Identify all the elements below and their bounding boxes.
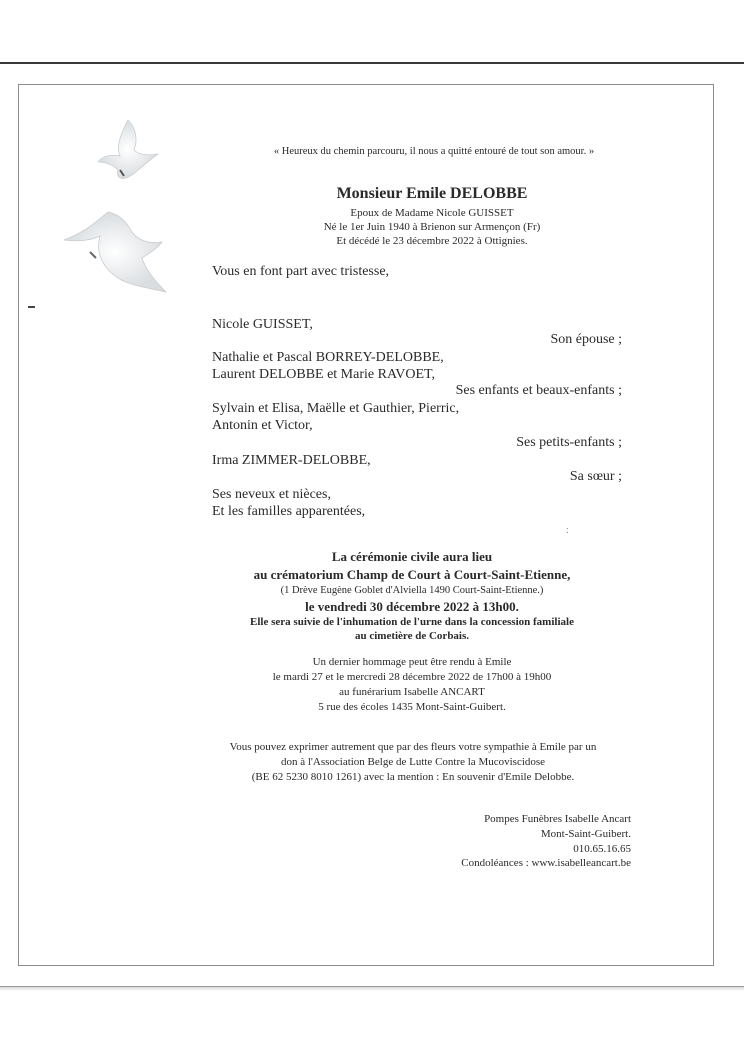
donation-line-2: don à l'Association Belge de Lutte Contre la Mucoviscidose	[280, 756, 546, 768]
family-name-line: Et les familles apparentées,	[212, 504, 366, 519]
doves-icon	[50, 110, 180, 300]
ceremony-line-2: au crématorium Champ de Court à Court-Saint-Etienne,	[253, 567, 571, 582]
ceremony-date: le vendredi 30 décembre 2022 à 13h00.	[305, 599, 519, 614]
homage-line-1: Un dernier hommage peut être rendu à Emile	[312, 656, 512, 668]
funeral-home-city: Mont-Saint-Guibert.	[540, 828, 631, 840]
family-name-line: Laurent DELOBBE et Marie RAVOET,	[212, 367, 436, 382]
spouse-line: Epoux de Madame Nicole GUISSET	[350, 207, 514, 219]
birth-line: Né le 1er Juin 1940 à Brienon sur Armençon (Fr)	[323, 221, 541, 233]
homage-line-3: au funérarium Isabelle ANCART	[339, 686, 485, 698]
ceremony-line-5: Elle sera suivie de l'inhumation de l'urne dans la concession familiale	[250, 616, 574, 628]
scan-speck: :	[566, 525, 569, 536]
family-role: Ses enfants et beaux-enfants ;	[455, 383, 622, 398]
scan-speck	[28, 306, 35, 308]
family-name-line: Nicole GUISSET,	[212, 317, 313, 332]
family-role: Son épouse ;	[550, 332, 622, 347]
family-name-line: Sylvain et Elisa, Maëlle et Gauthier, Pierric,	[212, 401, 460, 416]
death-line: Et décédé le 23 décembre 2022 à Ottignies.	[336, 235, 528, 247]
ceremony-line-1: La cérémonie civile aura lieu	[331, 549, 493, 564]
family-name-line: Antonin et Victor,	[212, 418, 313, 433]
quote: « Heureux du chemin parcouru, il nous a quitté entouré de tout son amour. »	[273, 146, 595, 157]
intro-text: Vous en font part avec tristesse,	[212, 264, 390, 279]
family-role: Ses petits-enfants ;	[516, 435, 622, 450]
family-name-line: Nathalie et Pascal BORREY-DELOBBE,	[212, 350, 444, 365]
funeral-home-name: Pompes Funèbres Isabelle Ancart	[484, 813, 631, 825]
condolences-link[interactable]: Condoléances : www.isabelleancart.be	[461, 857, 631, 869]
homage-line-2: le mardi 27 et le mercredi 28 décembre 2022 de 17h00 à 19h00	[272, 671, 552, 683]
family-role: Sa sœur ;	[569, 469, 622, 484]
donation-line-1: Vous pouvez exprimer autrement que par des fleurs votre sympathie à Emile par un	[229, 741, 597, 753]
donation-line-3: (BE 62 5230 8010 1261) avec la mention : En souvenir d'Emile Delobbe.	[251, 771, 575, 783]
family-name-line: Ses neveux et nièces,	[212, 487, 331, 502]
funeral-home-phone: 010.65.16.65	[573, 843, 631, 855]
family-name-line: Irma ZIMMER-DELOBBE,	[212, 453, 371, 468]
top-scan-line	[0, 62, 744, 64]
ceremony-address: (1 Drève Eugène Goblet d'Alviella 1490 Court-Saint-Etienne.)	[280, 585, 544, 596]
deceased-name: Monsieur Emile DELOBBE	[336, 185, 528, 202]
homage-line-4: 5 rue des écoles 1435 Mont-Saint-Guibert.	[318, 701, 506, 713]
bottom-scan-shadow	[0, 987, 744, 991]
ceremony-line-6: au cimetière de Corbais.	[354, 630, 470, 642]
